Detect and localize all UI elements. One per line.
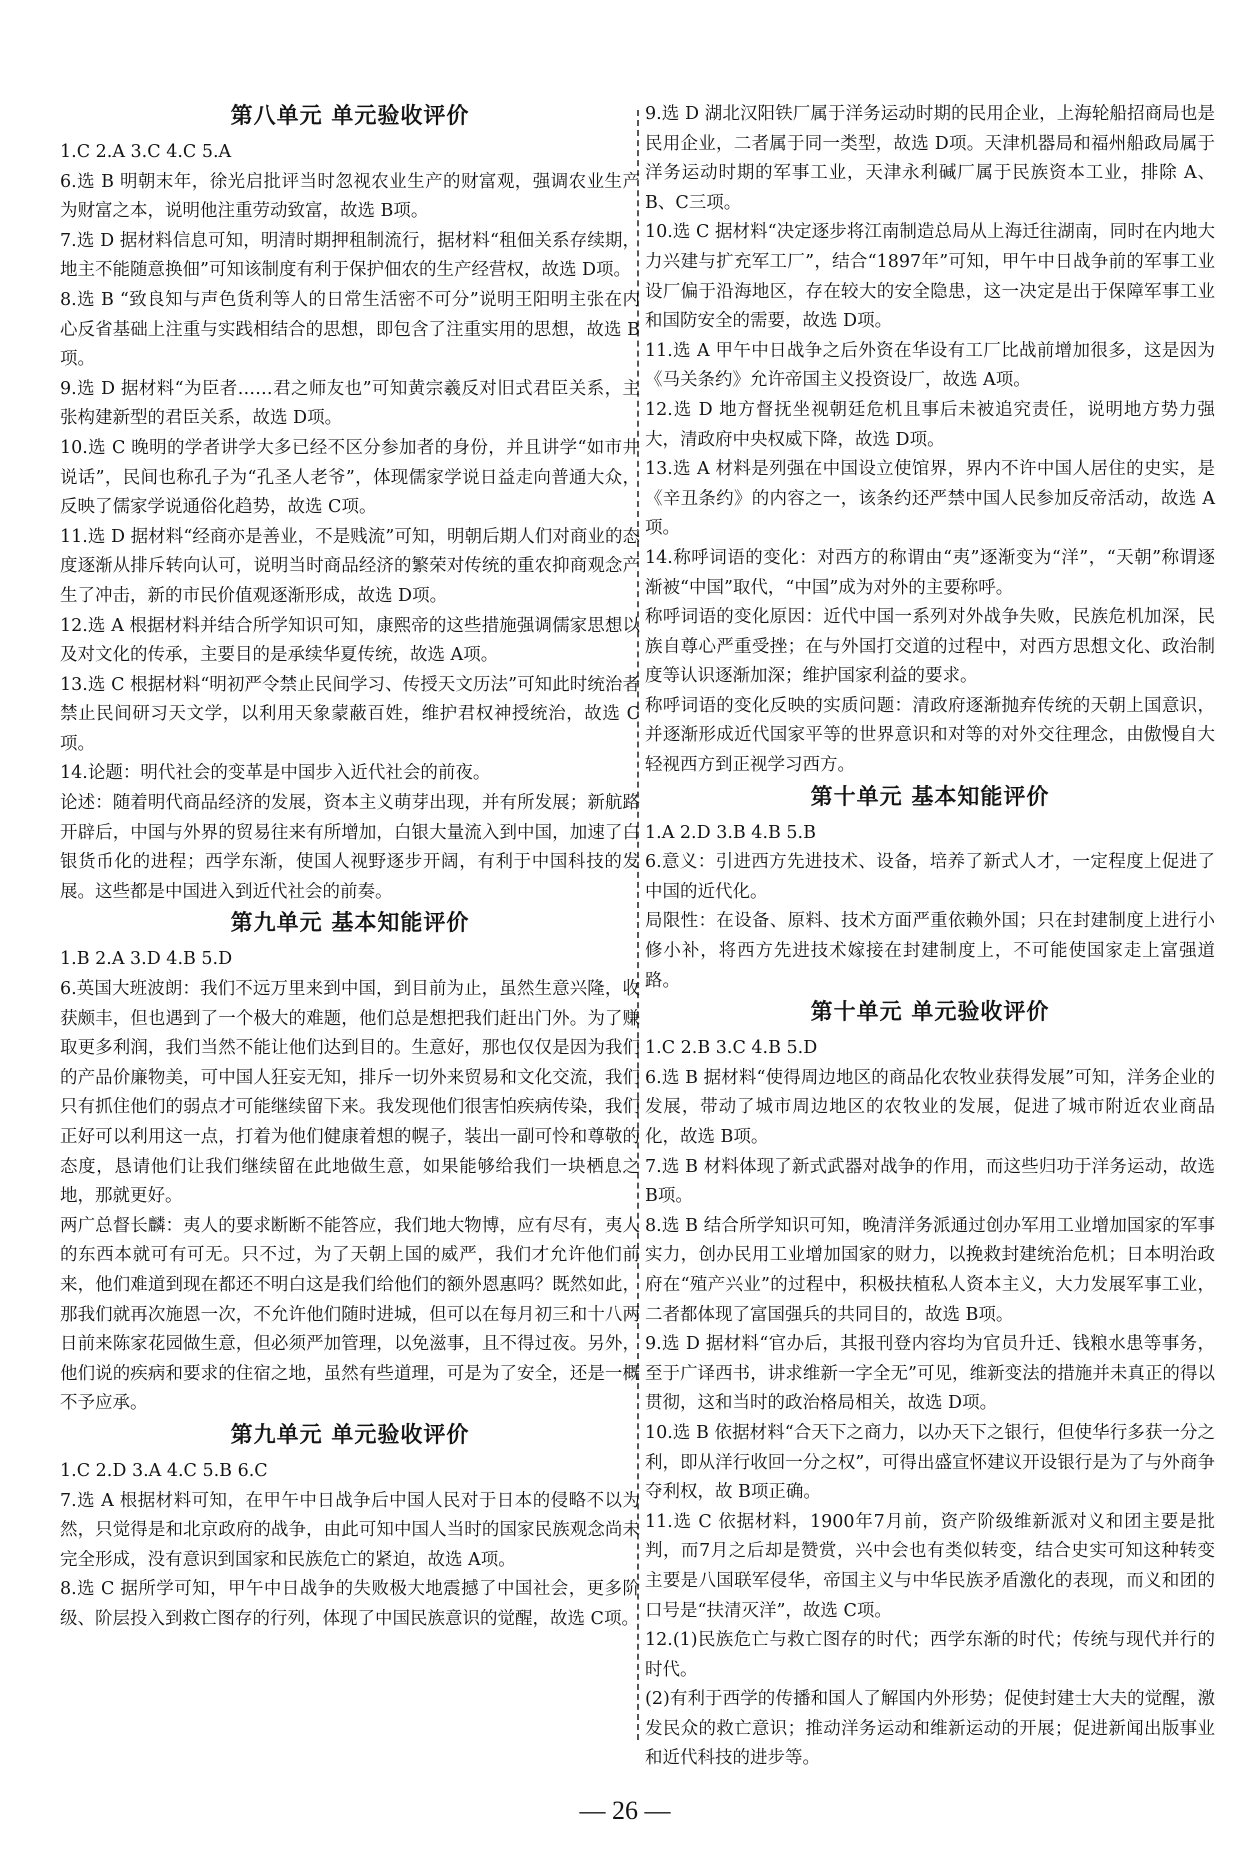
answer-item: 11.选 D 据材料“经商亦是善业，不是贱流”可知，明朝后期人们对商业的态度逐渐从排斥转向认可，说明当时商品经济的繁荣对传统的重农抑商观念产生了冲击，新的市民价值观逐渐形成，故选 D项。 xyxy=(60,526,640,606)
section-body xyxy=(60,945,640,1419)
answer-item: 10.选 C 晚明的学者讲学大多已经不区分参加者的身份，并且讲学“如市井说话”，民间也称孔子为“孔圣人老爷”，体现儒家学说日益走向普通大众，反映了儒家学说通俗化趋势，故选 C项。 xyxy=(60,437,640,518)
left-column xyxy=(60,100,640,1635)
answer-item: 8.选 C 据所学可知，甲午中日战争的失败极大地震撼了中国社会，更多阶级、阶层投入到救亡图存的行列，体现了中国民族意识的觉醒，故选 C项。 xyxy=(60,1579,640,1629)
answer-item: 6.选 B 据材料“使得周边地区的商品化农牧业获得发展”可知，洋务企业的发展，带动了城市周边地区的农牧业的发展，促进了城市附近农业商品化，故选 B项。 xyxy=(645,1067,1215,1147)
section-body xyxy=(60,1457,640,1635)
section-heading: 第八单元 单元验收评价 xyxy=(230,104,470,129)
answer-item: 8.选 B “致良知与声色货利等人的日常生活密不可分”说明王阳明主张在内心反省基础上注重与实践相结合的思想，即包含了注重实用的思想，故选 B项。 xyxy=(60,289,640,370)
section-body xyxy=(645,1034,1215,1774)
answer-item: 11.选 A 甲午中日战争之后外资在华设有工厂比战前增加很多，这是因为《马关条约》允许帝国主义投资设厂，故选 A项。 xyxy=(645,340,1215,391)
answer-line: 1.A 2.D 3.B 4.B 5.B xyxy=(645,822,816,843)
answer-item: 称呼词语的变化反映的实质问题：清政府逐渐抛弃传统的天朝上国意识，并逐渐形成近代国家平等的世界意识和对等的对外交往理念，由傲慢自大轻视西方到正视学习西方。 xyxy=(645,695,1215,776)
answer-item: 12.选 A 根据材料并结合所学知识可知，康熙帝的这些措施强调儒家思想以及对文化的传承，主要目的是承续华夏传统，故选 A项。 xyxy=(60,615,640,666)
answer-item: 14.论题：明代社会的变革是中国步入近代社会的前夜。 xyxy=(60,763,491,784)
answer-item: 7.选 B 材料体现了新式武器对战争的作用，而这些归功于洋务运动，故选 B项。 xyxy=(645,1156,1215,1207)
answer-item: 论述：随着明代商品经济的发展，资本主义萌芽出现，并有所发展；新航路开辟后，中国与外界的贸易往来有所增加，白银大量流入到中国，加速了白银货币化的进程；西学东渐，使国人视野逐步开阔，有利于中国科技的发展。这些都是中国进入到近代社会的前奏。 xyxy=(60,793,640,902)
answer-item: 称呼词语的变化原因：近代中国一系列对外战争失败，民族危机加深，民族自尊心严重受挫；在与外国打交道的过程中，对西方思想文化、政治制度等认识逐渐加深；维护国家利益的要求。 xyxy=(645,607,1215,687)
answer-item: 局限性：在设备、原料、技术方面严重依赖外国；只在封建制度上进行小修小补，将西方先进技术嫁接在封建制度上，不可能使国家走上富强道路。 xyxy=(645,911,1215,991)
answer-item: 两广总督长麟：夷人的要求断断不能答应，我们地大物博，应有尽有，夷人的东西本就可有可无。只不过，为了天朝上国的威严，我们才允许他们前来，他们难道到现在都还不明白这是我们给他们的额外恩惠吗？既然如此，那我们就再次施恩一次，不允许他们随时进城，但可以在每月初三和十八两日前来陈家花园做生意，但必须严加管理，以免滋事，且不得过夜。另外，他们说的疾病和要求的住宿之地，虽然有些道理，可是为了安全，还是一概不予应承。 xyxy=(60,1215,640,1414)
answer-item: 6.意义：引进西方先进技术、设备，培养了新式人才，一定程度上促进了中国的近代化。 xyxy=(645,852,1215,902)
answer-item: 14.称呼词语的变化：对西方的称谓由“夷”逐渐变为“洋”，“天朝”称谓逐渐被“中国”取代，“中国”成为对外的主要称呼。 xyxy=(645,547,1215,598)
answer-item: 6.选 B 明朝末年，徐光启批评当时忽视农业生产的财富观，强调农业生产为财富之本，说明他注重劳动致富，故选 B项。 xyxy=(60,171,640,222)
answer-item: 8.选 B 结合所学知识可知，晚清洋务派通过创办军用工业增加国家的军事实力，创办民用工业增加国家的财力，以挽救封建统治危机；日本明治政府在“殖产兴业”的过程中，积极扶植私人资本主义，大力发展军事工业，二者都体现了富国强兵的共同目的，故选 B项。 xyxy=(645,1215,1215,1325)
right-column xyxy=(645,100,1215,1774)
section-heading: 第十单元 基本知能评价 xyxy=(810,784,1050,810)
answer-item: 9.选 D 据材料“官办后，其报刊登内容均为官员升迁、钱粮水患等事务，至于广译西书，讲求维新一字全无”可见，维新变法的措施并未真正的得以贯彻，这和当时的政治格局相关，故选 D项。 xyxy=(645,1334,1215,1414)
answer-item: 9.选 D 据材料“为臣者……君之师友也”可知黄宗羲反对旧式君臣关系，主张构建新型的君臣关系，故选 D项。 xyxy=(60,378,640,429)
section-body xyxy=(60,138,640,907)
answer-item: (2)有利于西学的传播和国人了解国内外形势；促使封建士大夫的觉醒，激发民众的救亡意识；推动洋务运动和维新运动的开展；促进新闻出版事业和近代科技的进步等。 xyxy=(645,1689,1215,1769)
section-heading: 第十单元 单元验收评价 xyxy=(810,1000,1050,1026)
page-number: — 26 — xyxy=(579,1796,671,1825)
answer-line: 1.C 2.D 3.A 4.C 5.B 6.C xyxy=(60,1460,268,1481)
answer-line: 1.C 2.B 3.C 4.B 5.D xyxy=(645,1038,818,1059)
answer-line: 1.C 2.A 3.C 4.C 5.A xyxy=(60,142,232,162)
answer-line: 1.B 2.A 3.D 4.B 5.D xyxy=(60,949,233,970)
answer-item: 7.选 A 根据材料可知，在甲午中日战争后中国人民对于日本的侵略不以为然，只觉得是和北京政府的战争，由此可知中国人当时的国家民族观念尚未完全形成，没有意识到国家和民族危亡的紧迫，故选 A项。 xyxy=(60,1490,640,1570)
answer-item: 13.选 A 材料是列强在中国设立使馆界，界内不许中国人居住的史实，是《辛丑条约》的内容之一，该条约还严禁中国人民参加反帝活动，故选 A项。 xyxy=(645,459,1215,539)
section-body xyxy=(645,819,1215,997)
answer-item: 7.选 D 据材料信息可知，明清时期押租制流行，据材料“租佃关系存续期，地主不能随意换佃”可知该制度有利于保护佃农的生产经营权，故选 D项。 xyxy=(60,230,640,281)
answer-item: 13.选 C 根据材料“明初严令禁止民间学习、传授天文历法”可知此时统治者禁止民间研习天文学，以利用天象蒙蔽百姓，维护君权神授统治，故选 C项。 xyxy=(60,674,640,754)
answer-item: 12.选 D 地方督抚坐视朝廷危机且事后未被追究责任，说明地方势力强大，清政府中央权威下降，故选 D项。 xyxy=(645,399,1215,450)
answer-item: 10.选 B 依据材料“合天下之商力，以办天下之银行，但使华行多获一分之利，即从洋行收回一分之权”，可得出盛宣怀建议开设银行是为了与外商争夺利权，故 B项正确。 xyxy=(645,1422,1215,1503)
answer-item: 9.选 D 湖北汉阳铁厂属于洋务运动时期的民用企业，上海轮船招商局也是民用企业，二者属于同一类型，故选 D项。天津机器局和福州船政局属于洋务运动时期的军事工业，天津永利碱厂属于民族资本工业，排除 A、B、C三项。 xyxy=(645,104,1215,213)
answer-item: 11.选 C 依据材料，1900年7月前，资产阶级维新派对义和团主要是批判，而7月之后却是赞赏，兴中会也有类似转变，结合史实可知这种转变主要是八国联军侵华，帝国主义与中华民族矛盾激化的表现，而义和团的口号是“扶清灭洋”，故选 C项。 xyxy=(645,1511,1215,1621)
answer-item: 12.(1)民族危亡与救亡图存的时代；西学东渐的时代；传统与现代并行的时代。 xyxy=(645,1630,1215,1680)
section-heading: 第九单元 单元验收评价 xyxy=(230,1422,470,1448)
section-body xyxy=(645,100,1215,781)
section-heading: 第九单元 基本知能评价 xyxy=(230,911,470,937)
answer-item: 10.选 C 据材料“决定逐步将江南制造总局从上海迁往湖南，同时在内地大力兴建与扩充军工厂”，结合“1897年”可知，甲午中日战争前的军事工业设厂偏于沿海地区，存在较大的安全隐患，这一决定是出于保障军事工业和国防安全的需要，故选 D项。 xyxy=(645,222,1215,332)
answer-item: 6.英国大班波朗：我们不远万里来到中国，到目前为止，虽然生意兴隆，收获颇丰，但也遇到了一个极大的难题，他们总是想把我们赶出门外。为了赚取更多利润，我们当然不能让他们达到目的。生意好，那也仅仅是因为我们的产品价廉物美，可中国人狂妄无知，排斥一切外来贸易和文化交流，我们只有抓住他们的弱点才可能继续留下来。我发现他们很害怕疾病传染，我们正好可以利用这一点，打着为他们健康着想的幌子，装出一副可怜和尊敬的态度，恳请他们让我们继续留在此地做生意，如果能够给我们一块栖息之地，那就更好。 xyxy=(60,979,640,1207)
